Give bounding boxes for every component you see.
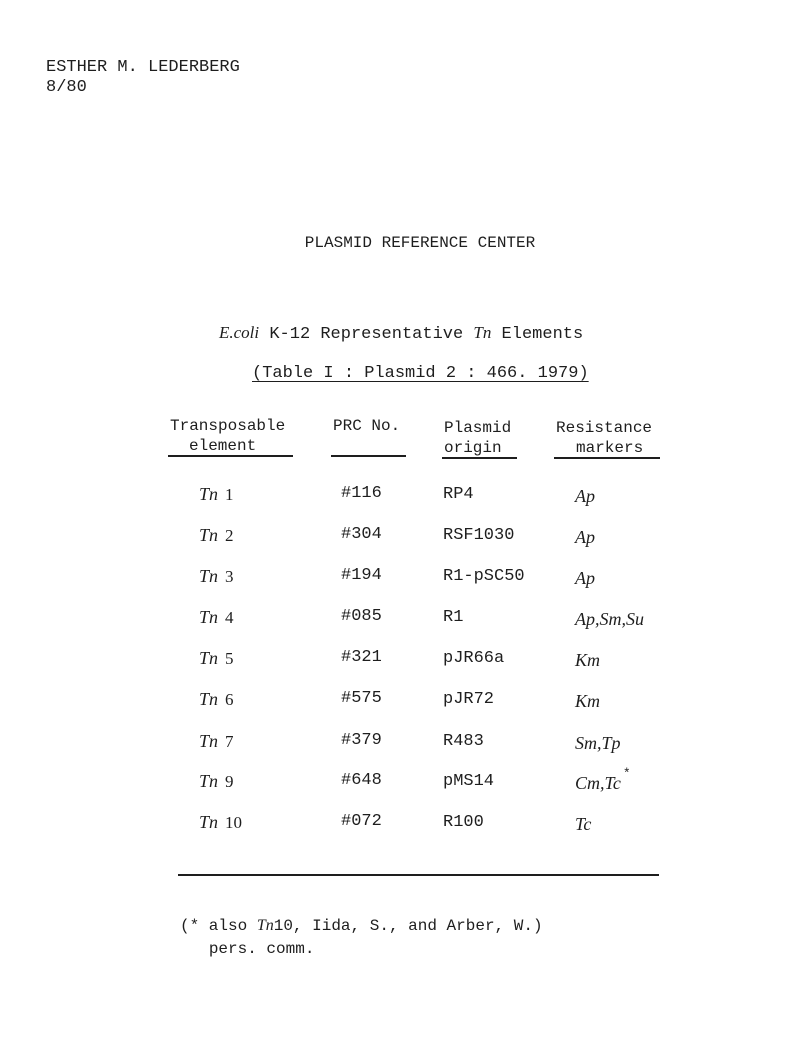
header-resistance-line1: Resistance [556, 419, 653, 437]
cell-plasmid-origin: R1 [443, 608, 464, 627]
cell-element-number: 10 [225, 813, 243, 832]
header-resistance [556, 418, 652, 458]
cell-element [199, 484, 234, 505]
author-name: ESTHER M. LEDERBERG [46, 58, 240, 77]
cell-element-tn: Tn [199, 689, 219, 709]
cell-element-tn: Tn [199, 812, 219, 832]
cell-prc-number: #085 [341, 607, 382, 626]
resistance-markers-text: Ap [575, 527, 595, 547]
header-prc-underline [331, 455, 406, 457]
resistance-markers-text: Ap [575, 486, 595, 506]
header-element [170, 416, 285, 456]
header-element-line2: element [189, 437, 257, 455]
cell-prc-number: #116 [341, 484, 382, 503]
cell-element [199, 566, 234, 587]
subtitle-middle: K-12 Representative [259, 325, 474, 344]
cell-element-number: 3 [225, 567, 234, 586]
cell-element-tn: Tn [199, 484, 219, 504]
cell-prc-number: #379 [341, 731, 382, 750]
cell-element-number: 1 [225, 485, 234, 504]
cell-element-number: 5 [225, 649, 234, 668]
resistance-markers-text: Tc [575, 814, 592, 834]
cell-resistance-markers [575, 568, 595, 589]
cell-resistance-markers [575, 766, 631, 794]
cell-element [199, 731, 234, 752]
header-plasmid [444, 418, 511, 458]
cell-plasmid-origin: R1-pSC50 [443, 567, 525, 586]
resistance-markers-text: Km [575, 691, 601, 711]
cell-element-tn: Tn [199, 648, 219, 668]
cell-resistance-markers [575, 609, 644, 630]
subtitle-end: Elements [491, 325, 584, 344]
header-element-line1: Transposable [170, 417, 286, 435]
cell-plasmid-origin: pMS14 [443, 772, 495, 791]
cell-element [199, 648, 234, 669]
header-plasmid-line1: Plasmid [444, 419, 512, 437]
cell-element [199, 525, 234, 546]
cell-prc-number: #575 [341, 689, 382, 708]
cell-plasmid-origin: R483 [443, 732, 484, 751]
subtitle-organism: E.coli [219, 323, 260, 342]
cell-plasmid-origin: R100 [443, 813, 484, 832]
footnote-tn: Tn [256, 917, 274, 934]
table-subtitle [219, 323, 583, 344]
cell-resistance-markers [575, 486, 595, 507]
table-bottom-rule [178, 874, 659, 876]
cell-element [199, 771, 234, 792]
cell-prc-number: #072 [341, 812, 382, 831]
document-title: PLASMID REFERENCE CENTER [304, 234, 536, 252]
resistance-markers-text: Ap [575, 568, 595, 588]
cell-resistance-markers [575, 691, 600, 712]
header-plasmid-line2: origin [444, 439, 502, 457]
cell-element-tn: Tn [199, 731, 219, 751]
author-block [46, 58, 240, 98]
table-citation: (Table I : Plasmid 2 : 466. 1979) [252, 364, 589, 383]
cell-resistance-markers [575, 733, 621, 754]
cell-plasmid-origin: pJR72 [443, 690, 495, 709]
cell-prc-number: #194 [341, 566, 382, 585]
cell-element-tn: Tn [199, 771, 219, 791]
header-prc-line1: PRC No. [333, 417, 401, 435]
header-plasmid-underline [442, 457, 517, 459]
cell-element-number: 7 [225, 732, 234, 751]
cell-element [199, 607, 234, 628]
cell-element-tn: Tn [199, 607, 219, 627]
cell-element-number: 6 [225, 690, 234, 709]
cell-prc-number: #321 [341, 648, 382, 667]
footnote-line2: pers. comm. [208, 940, 315, 958]
resistance-markers-text: Cm,Tc [575, 773, 621, 793]
cell-element [199, 689, 234, 710]
cell-resistance-markers [575, 650, 600, 671]
cell-plasmid-origin: RSF1030 [443, 526, 515, 545]
footnote [180, 914, 543, 961]
footnote-marker: * [622, 766, 631, 781]
cell-element [199, 812, 242, 833]
cell-prc-number: #304 [341, 525, 382, 544]
subtitle-tn: Tn [473, 323, 492, 342]
cell-element-tn: Tn [199, 525, 219, 545]
resistance-markers-text: Ap,Sm,Su [575, 609, 644, 629]
cell-resistance-markers [575, 527, 595, 548]
resistance-markers-text: Sm,Tp [575, 733, 621, 753]
header-prc [333, 416, 400, 436]
footnote-rest: 10, Iida, S., and Arber, W.) [273, 917, 543, 935]
cell-plasmid-origin: pJR66a [443, 649, 505, 668]
footnote-prefix: (* also [180, 917, 257, 935]
cell-element-number: 2 [225, 526, 234, 545]
author-date: 8/80 [46, 78, 87, 97]
cell-element-number: 4 [225, 608, 234, 627]
header-resistance-underline [554, 457, 660, 459]
cell-plasmid-origin: RP4 [443, 485, 474, 504]
header-element-underline [168, 455, 293, 457]
cell-element-tn: Tn [199, 566, 219, 586]
header-resistance-line2: markers [576, 439, 644, 457]
cell-element-number: 9 [225, 772, 234, 791]
cell-prc-number: #648 [341, 771, 382, 790]
resistance-markers-text: Km [575, 650, 601, 670]
cell-resistance-markers [575, 814, 591, 835]
